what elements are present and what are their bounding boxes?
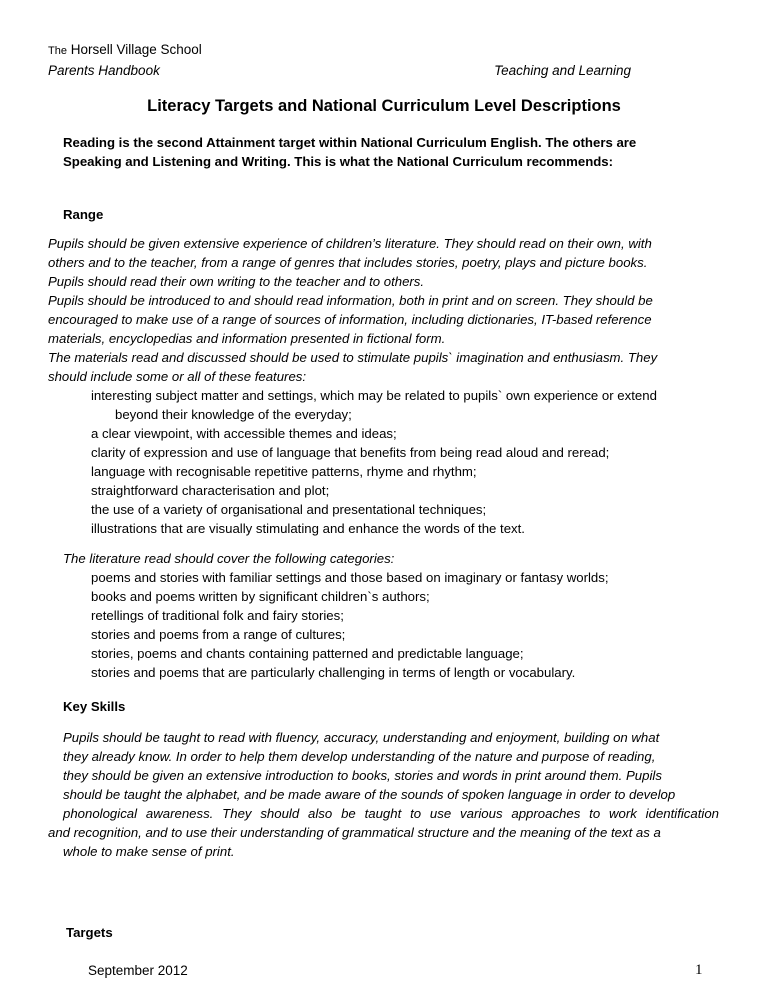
handbook-label: Parents Handbook (48, 63, 160, 78)
key-skills-line: they should be given an extensive introduction to books, stories and words in print around them. Pupils (63, 768, 662, 783)
key-skills-line: phonological awareness. They should also be taught to use various approaches to work identification (63, 806, 719, 821)
school-name: Horsell Village School (70, 42, 202, 57)
category-item: books and poems written by significant children`s authors; (91, 589, 430, 604)
category-item: stories and poems from a range of cultures; (91, 627, 346, 642)
section-label: Teaching and Learning (494, 63, 631, 78)
range-line: others and to the teacher, from a range of genres that includes stories, poetry, plays and picture books. (48, 255, 648, 270)
range-line: encouraged to make use of a range of sources of information, including dictionaries, IT-based reference (48, 312, 652, 327)
category-item: stories, poems and chants containing patterned and predictable language; (91, 646, 524, 661)
key-skills-line: whole to make sense of print. (63, 844, 235, 859)
range-line: materials, encyclopedias and information presented in fictional form. (48, 331, 446, 346)
key-skills-line: they already know. In order to help them develop understanding of the nature and purpose of reading, (63, 749, 656, 764)
footer-date: September 2012 (88, 963, 188, 978)
range-line: Pupils should be introduced to and should read information, both in print and on screen. They should be (48, 293, 653, 308)
feature-item: the use of a variety of organisational and presentational techniques; (91, 502, 487, 517)
key-skills-line: Pupils should be taught to read with fluency, accuracy, understanding and enjoyment, building on what (63, 730, 660, 745)
intro-line-1: Reading is the second Attainment target within National Curriculum English. The others are (63, 135, 637, 150)
key-skills-heading: Key Skills (63, 699, 126, 714)
feature-item: interesting subject matter and settings, which may be related to pupils` own experience or extend (91, 388, 657, 403)
school-name-line (48, 42, 202, 57)
key-skills-line: should be taught the alphabet, and be made aware of the sounds of spoken language in order to develop (63, 787, 676, 802)
page-number: 1 (695, 962, 703, 978)
feature-item-continued: beyond their knowledge of the everyday; (115, 407, 352, 422)
range-line: Pupils should read their own writing to the teacher and to others. (48, 274, 425, 289)
range-line: Pupils should be given extensive experience of children’s literature. They should read on their own, with (48, 236, 652, 251)
categories-intro: The literature read should cover the following categories: (63, 551, 395, 566)
page-title: Literacy Targets and National Curriculum Level Descriptions (147, 97, 621, 115)
category-item: stories and poems that are particularly challenging in terms of length or vocabulary. (91, 665, 576, 680)
category-item: poems and stories with familiar settings and those based on imaginary or fantasy worlds; (91, 570, 609, 585)
range-heading: Range (63, 207, 104, 222)
feature-item: illustrations that are visually stimulating and enhance the words of the text. (91, 521, 525, 536)
range-line: should include some or all of these features: (48, 369, 307, 384)
key-skills-line: and recognition, and to use their understanding of grammatical structure and the meaning of the text as a (48, 825, 661, 840)
feature-item: language with recognisable repetitive patterns, rhyme and rhythm; (91, 464, 477, 479)
school-prefix: The (48, 45, 67, 57)
feature-item: a clear viewpoint, with accessible themes and ideas; (91, 426, 397, 441)
intro-line-2: Speaking and Listening and Writing. This is what the National Curriculum recommends: (63, 154, 614, 169)
feature-item: straightforward characterisation and plot; (91, 483, 330, 498)
range-line: The materials read and discussed should be used to stimulate pupils` imagination and enthusiasm. They (48, 350, 658, 365)
category-item: retellings of traditional folk and fairy stories; (91, 608, 344, 623)
feature-item: clarity of expression and use of language that benefits from being read aloud and reread; (91, 445, 610, 460)
targets-heading: Targets (66, 925, 113, 940)
